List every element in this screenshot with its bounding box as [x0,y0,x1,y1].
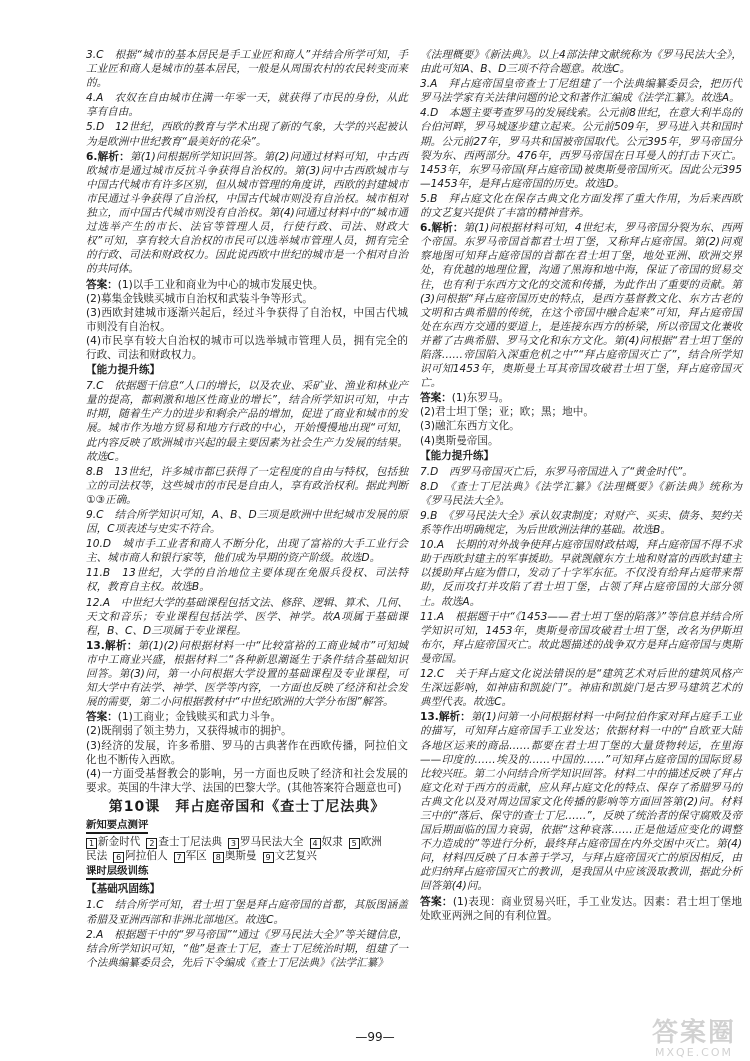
paragraph-text: 7.C 依据题干信息“人口的增长，以及农业、采矿业、渔业和林业产量的提高，都刺激和地区性商业的增长”，结合所学知识可知，中古时期，随着生产力的进步和剩余产品的增加，促进了商业和城市的发展。城市作为地方贸易和地方行政的中心，开始慢慢地出现“可知，此内容反映了欧洲城市兴起的最主要因素为社会生产力发展的结果。故选C。 [86,380,408,463]
paragraph-text: 第(1)问根据所学知识回答。第(2)问通过材料可知，中古西欧城市是通过城市反抗斗争获得自治权的。第(3)问中古西欧城市与中国古代城市有许多区别，但从城市管理的角度讲，西欧的封建城市市民通过斗争获得了自治权，中国古代城市则没有自治权。城市相对独立，而中国古代城市则没有自治权。第(4)问通过材料中的“城市通过选举产生的市长、法官等管理人员，行使行政、司法、财政大权”可知，享有较大自治权的市民可以选举城市管理人员，拥有完全的行政、司法和财政权力。因此说西欧中世纪的城市是一个相对自治的共同体。 [86,150,408,276]
paragraph [86,91,408,119]
keyword-number: 3 [228,838,239,849]
keyword-item [310,836,343,848]
paragraph-label: 6.解析： [420,222,464,235]
paragraph-text: 7.D 西罗马帝国灭亡后，东罗马帝国进入了“黄金时代”。 [420,465,693,478]
paragraph-text: (1)以手工业和商业为中心的城市发展史快。 [117,278,324,291]
paragraph [86,120,408,148]
paragraph [86,379,408,464]
lesson-title: 第10课 拜占庭帝国和《查士丁尼法典》 [108,798,386,815]
paragraph-text: 11.A 根据题干中“《1453——君士坦丁堡的陷落》”等信息并结合所学知识可知，1453年，奥斯曼帝国攻破君士坦丁堡，改名为伊斯坦布尔，拜占庭帝国灭亡。故此题描述的战争双方是拜占庭帝国与奥斯曼帝国。 [420,610,742,665]
keyword-number: 4 [310,838,321,849]
paragraph [420,221,742,390]
paragraph-text: 11.B 13世纪，大学的自治地位主要体现在免服兵役权、司法特权，教育自主权。故选B。 [86,567,408,594]
paragraph-text: 8.B 13世纪，许多城市都已获得了一定程度的自由与特权，包括独立的司法权等，这些城市的市民是自由人，享有政治权利。据此判断①③正确。 [86,465,408,506]
paragraph-label: 答案： [420,895,453,908]
watermark-line2: MXQE.COM [655,1046,733,1059]
paragraph-text: 5.D 12世纪，西欧的教育与学术出现了新的气象，大学的兴起被认为是欧洲中世纪教育“最美好的花朵”。 [86,121,408,148]
paragraph [420,538,742,608]
answer-item [86,724,408,738]
keyword-item [86,850,168,862]
paragraph-label: 答案： [86,278,118,291]
layer-training-heading: 课时层级训练 [86,863,408,881]
paragraph [420,192,742,220]
keyword-item [263,850,317,862]
keyword-number: 6 [113,852,124,863]
keyword-text: 阿拉伯人 [125,850,168,863]
keyword-item [174,850,207,862]
answer-item [420,405,742,419]
keyword-text: 奥斯曼 [224,850,257,863]
answer [420,895,742,923]
paragraph [86,566,408,594]
section-heading: 【能力提升练】 [86,364,161,377]
paragraph-text: 第(1)问根据材料可知，4世纪末，罗马帝国分裂为东、西两个帝国。东罗马帝国首都君士坦丁堡，又称拜占庭帝国。第(2)问观察地图可知拜占庭帝国的首都在君士坦丁堡，地处亚洲、欧洲交界处，有优越的地理位置，沟通了黑海和地中海，保证了帝国的贸易交往，也有利于东西方文化的交流和传播，为此作出了重要的贡献。第(3)问根据“拜占庭帝国历史的特点，是西方基督教文化、东方古老的文明和古典希腊的传统，在这个帝国中融合起来”可知，拜占庭帝国处在东西方交通的要道上，是连接东西方的桥梁，所以帝国文化兼收并蓄了古典希腊、罗马文化和东方文化。第(4)问根据“君士坦丁堡的陷落……帝国陷入深重危机之中”“拜占庭帝国灭亡了”，结合所学知识可知1453年，奥斯曼土耳其帝国攻破君士坦丁堡，拜占庭帝国灭亡。 [420,222,742,390]
paragraph [86,639,408,709]
paragraph-label: 答案： [86,711,118,724]
paragraph-label: 答案： [420,392,452,405]
keyword-item [213,850,257,862]
keyword-number: 5 [349,838,360,849]
paragraph [420,106,742,191]
paragraph-text: 《法理概要》《新法典》。以上4部法律文献统称为《罗马民法大全》，由此可知A、B、D三项不符合题意。故选C。 [420,49,742,76]
answer-item [86,306,408,334]
keyword-item [86,836,140,848]
section-heading-row [86,881,408,898]
paragraph [86,48,408,90]
paragraph-text: (3)融汇东西方文化。 [420,420,520,433]
paragraph-text: (4)奥斯曼帝国。 [420,434,499,447]
paragraph [86,537,408,565]
section-heading: 【能力提升练】 [420,449,495,462]
paragraph [86,928,408,970]
keyword-number: 7 [174,852,185,863]
paragraph-text: (1)工商业；金钱赎买和武力斗争。 [117,711,282,724]
paragraph [420,48,742,76]
paragraph-text: 9.C 结合所学知识可知，A、B、D三项是欧洲中世纪城市发展的原因，C项表述与史实不符合。 [86,509,408,536]
paragraph-text: 第(1)(2)问根据材料一中“比较富裕的工商业城市”可知城市中工商业兴盛，根据材料二“各种新思潮诞生于条件结合基础知识回答。第(3)问，第一小问根据大学设置的基础课程及专业课程，可知大学中有法学、神学、医学等内容，一方面也反映了经济和社会发展的需要，第二小问根据教材中“中世纪欧洲的大学分布图”解答。 [86,639,408,709]
keyword-number: 9 [263,852,274,863]
watermark-line1: 答案圈 [651,1018,736,1048]
paragraph [420,465,742,479]
answer-item [86,292,408,306]
new-knowledge-heading: 新知要点测评 [86,817,408,835]
paragraph [420,509,742,537]
keyword-line-2 [86,849,408,863]
paragraph [420,77,742,105]
paragraph-text: (3)经济的发展，许多希腊、罗马的古典著作在西欧传播，阿拉伯文化也不断传入西欧。 [86,739,408,766]
keyword-item [146,836,222,848]
paragraph [86,465,408,507]
answer-item [420,419,742,433]
right-column [420,48,742,923]
keyword-text: 罗马民法大全 [239,836,304,849]
paragraph-text: 12.C 关于拜占庭文化说法错误的是“建筑艺术对后世的建筑风格产生深远影响，如神庙和凯旋门”。神庙和凯旋门是古罗马建筑艺术的典型代表。故选C。 [420,668,742,709]
paragraph-text: 3.C 根据“城市的基本居民是手工业匠和商人”并结合所学可知，手工业匠和商人是城市的基本居民，一般是从周围农村的农民转变而来的。 [86,49,408,90]
paragraph-text: 2.A 根据题干中的“罗马帝国”“通过《罗马民法大全》”等关键信息，结合所学知识可知，“他”是查士丁尼，查士丁尼统治时期，组建了一个法典编纂委员会，先后下令编成《查士丁尼法典》《法学汇纂》 [86,928,408,969]
paragraph [86,508,408,536]
answer-item [420,434,742,448]
paragraph-text: 5.B 拜占庭文化在保存古典文化方面发挥了重大作用，为后来西欧的文艺复兴提供了丰富的精神营养。 [420,192,742,220]
paragraph-text: 3.A 拜占庭帝国皇帝查士丁尼组建了一个法典编纂委员会，把历代罗马法学家有关法律问题的论文和著作汇编成《法学汇纂》。故选A。 [420,78,742,105]
left-body [86,48,408,795]
paragraph-label: 13.解析： [420,711,471,724]
paragraph-text: (2)募集金钱赎买城市自治权和武装斗争等形式。 [86,292,313,305]
page-number: —99— [355,1030,395,1044]
answer [86,278,408,292]
keyword-text: 文艺复兴 [274,850,317,863]
keyword-number: 1 [86,838,97,849]
answer-item [86,767,408,795]
keyword-item [349,836,382,848]
paragraph-text: 8.D 《查士丁尼法典》《法学汇纂》《法理概要》《新法典》统称为《罗马民法大全》。 [420,480,742,507]
paragraph [420,480,742,508]
paragraph-text: (4)市民享有较大自治权的城市可以选举城市管理人员，拥有完全的行政、司法和财政权力。 [86,334,408,361]
paragraph-text: (1)表现：商业贸易兴旺，手工业发达。因素：君士坦丁堡地处欧亚两洲之间的有利位置。 [420,895,743,922]
paragraph-text: 4.D 本题主要考查罗马的发展线索。公元前8世纪，在意大利半岛的台伯河畔，罗马城逐步建立起来。公元前509年，罗马进入共和国时期。公元前27年，罗马共和国被帝国取代。公元395年，罗马帝国分裂为东、西两部分。476年，西罗马帝国在日耳曼人的打击下灭亡。1453年，东罗马帝国(拜占庭帝国)被奥斯曼帝国所灭。因此公元395—1453年，是拜占庭帝国的历史。故选D。 [420,107,742,190]
keyword-text: 查士丁尼法典 [158,836,222,849]
paragraph [86,898,408,926]
paragraph-text: (1)东罗马。 [451,392,510,405]
paragraph-text: 10.A 长期的对外战争使拜占庭帝国财政枯竭，拜占庭帝国不得不求助于西欧封建主的军事援助。早就觊觎东方土地和财富的西欧封建主以援助拜占庭为借口，发动了十字军东征。不仅没有给拜占庭带来帮助，反而攻打并攻陷了君士坦丁堡，占领了拜占庭帝国的大部分领土。故选A。 [420,539,742,608]
keyword-prefix: 民法 [86,850,108,863]
paragraph-label: 13.解析： [86,639,138,652]
paragraph-text: (2)既削弱了领主势力，又获得城市的拥护。 [86,725,292,738]
answer-item [86,739,408,767]
paragraph [86,150,408,277]
section-heading-row [420,448,742,465]
paragraph [420,710,742,893]
paragraph-text: 10.D 城市手工业者和商人不断分化，出现了富裕的大手工业行会主、城市商人和银行家等，他们成为早期的资产阶级。故选D。 [86,538,408,565]
answer-item [86,334,408,362]
keyword-text: 奴隶 [321,836,343,849]
paragraph-text: 第(1)问第一小问根据材料一中阿拉伯作家对拜占庭手工业的描写，可知拜占庭帝国手工业发达；依据材料一中的“自欧亚大陆各地区运来的商品……都要在君士坦丁堡的大量货物转运，在里海——印度的……埃及的……中国的……”可知拜占庭帝国的国际贸易比较兴旺。第二小问结合所学知识回答。材料二中的描述反映了拜占庭文化对于西方的贡献，应从拜占庭文化的特点、保存了希腊罗马的古典文化以及对周边国家文化传播的影响等方面回答第(2)问。材料三中的“落后、保守的查士丁尼……”，反映了统治者的保守腐败及帝国后期面临的国力衰弱，依据“这种衰落……正是他适应变化的调整不力造成的”等进行分析，最终拜占庭帝国在内外交困中灭亡。第(4)问，材料四反映了日本善于学习，与拜占庭帝国灭亡的原因相反，由此归纳拜占庭帝国灭亡的教训，是我国从中应该汲取教训，据此分析回答第(4)问。 [420,711,742,893]
keyword-item [228,836,304,848]
paragraph [420,610,742,666]
paragraph [420,667,742,709]
right-body [420,48,742,923]
paragraph-text: 4.A 农奴在自由城市住满一年零一天，就获得了市民的身份，从此享有自由。 [86,92,408,119]
answer [86,710,408,724]
keyword-text: 军区 [185,850,207,863]
keyword-number: 2 [146,838,157,849]
left-tail [86,881,408,970]
left-column [86,48,408,971]
paragraph-text: 9.B 《罗马民法大全》承认奴隶制度；对财产、买卖、债务、契约关系等作出明确规定，为后世欧洲法律的基础。故选B。 [420,510,742,537]
keyword-line-1 [86,835,408,849]
paragraph [86,596,408,638]
keyword-text: 新金时代 [98,836,141,849]
keyword-text: 欧洲 [360,836,382,849]
paragraph-text: 12.A 中世纪大学的基础课程包括文法、修辞、逻辑、算术、几何、天文和音乐；专业课程包括法学、医学、神学。故A项属于基础课程，B、C、D三项属于专业课程。 [86,596,408,637]
paragraph-text: (3)西欧封建城市逐渐兴起后，经过斗争获得了自治权，中国古代城市则没有自治权。 [86,306,408,333]
section-heading: 【基础巩固练】 [86,883,161,896]
keyword-number: 8 [213,852,224,863]
watermark-logo [648,1020,740,1059]
paragraph-label: 6.解析： [86,150,130,163]
section-heading-row [86,362,408,379]
paragraph-text: 1.C 结合所学可知，君士坦丁堡是拜占庭帝国的首都，其版图涵盖希腊及亚洲西部和非洲北部地区。故选C。 [86,899,408,926]
paragraph-text: (4)一方面受基督教会的影响，另一方面也反映了经济和社会发展的要求。英国的牛津大学、法国的巴黎大学。(其他答案符合题意也可) [86,767,408,794]
answer [420,391,742,405]
paragraph-text: (2)君士坦丁堡；亚；欧；黑；地中。 [420,406,594,419]
